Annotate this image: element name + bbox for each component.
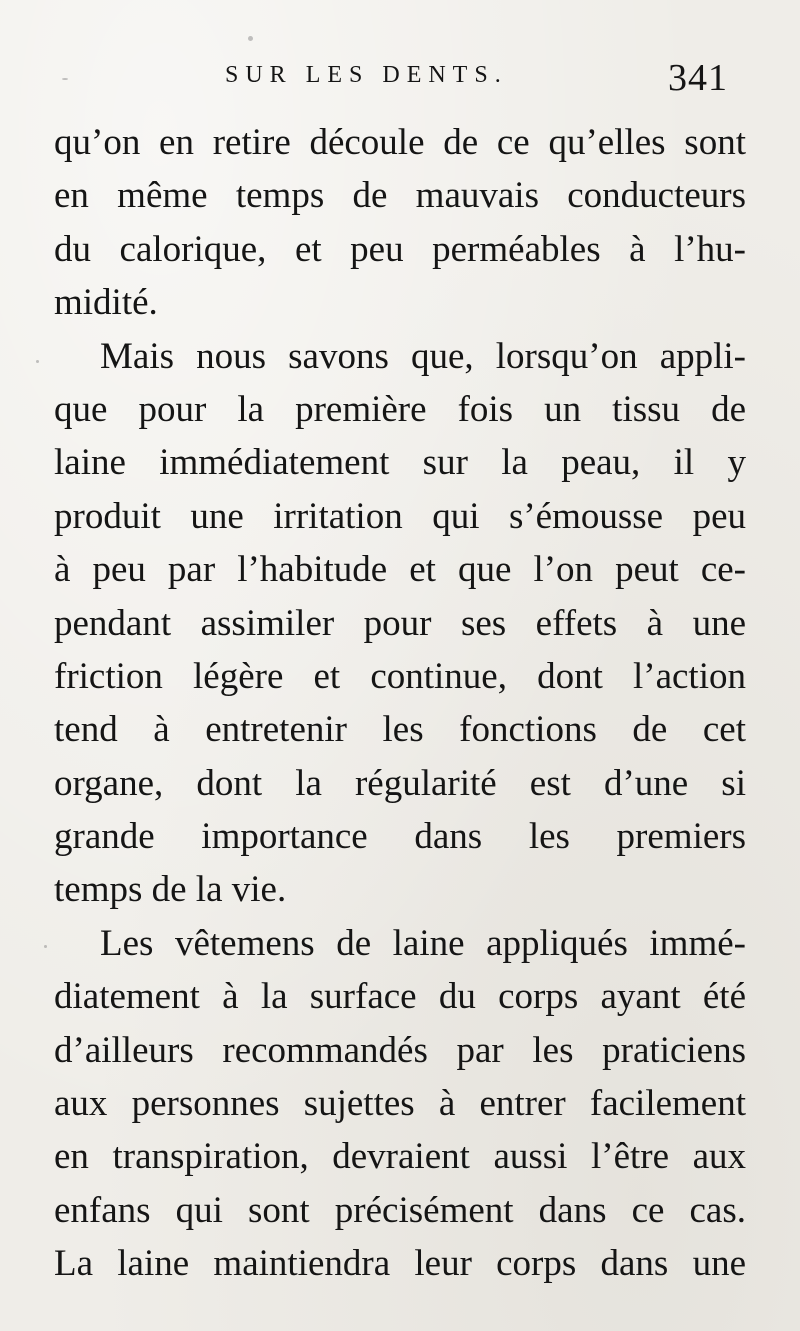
text-line: aux personnes sujettes à entrer facilement <box>54 1083 746 1125</box>
text-line: en transpiration, devraient aussi l’être aux <box>54 1136 746 1178</box>
text-line: enfans qui sont précisément dans ce cas. <box>54 1189 746 1231</box>
text-line: temps de la vie. <box>54 869 287 911</box>
text-line: du calorique, et peu perméables à l’hu- <box>54 228 746 270</box>
paragraph-start-line: Les vêtemens de laine appliqués immé- <box>100 922 746 964</box>
paragraph-start-line: Mais nous savons que, lorsqu’on appli- <box>100 335 746 377</box>
ink-speck <box>248 36 253 41</box>
text-line: laine immédiatement sur la peau, il y <box>54 442 746 484</box>
ink-speck <box>44 945 47 948</box>
text-line: tend à entretenir les fonctions de cet <box>54 709 746 751</box>
text-line: d’ailleurs recommandés par les praticiens <box>54 1029 746 1071</box>
text-line: produit une irritation qui s’émousse peu <box>54 495 746 537</box>
text-line: en même temps de mauvais conducteurs <box>54 175 746 217</box>
text-line: grande importance dans les premiers <box>54 816 746 858</box>
page-number: 341 <box>668 57 728 99</box>
body-text <box>54 116 746 1291</box>
running-head: SUR LES DENTS. <box>225 62 508 88</box>
text-line: diatement à la surface du corps ayant été <box>54 976 746 1018</box>
text-line: à peu par l’habitude et que l’on peut ce- <box>54 549 746 591</box>
text-line: La laine maintiendra leur corps dans une <box>54 1243 746 1285</box>
text-line: friction légère et continue, dont l’action <box>54 655 746 697</box>
ink-speck <box>36 360 39 363</box>
text-line: midité. <box>54 282 158 324</box>
text-line: que pour la première fois un tissu de <box>54 388 746 430</box>
text-line: qu’on en retire découle de ce qu’elles sont <box>54 122 746 163</box>
page-header <box>0 56 800 106</box>
text-line: pendant assimiler pour ses effets à une <box>54 602 746 644</box>
text-line: organe, dont la régularité est d’une si <box>54 762 746 804</box>
